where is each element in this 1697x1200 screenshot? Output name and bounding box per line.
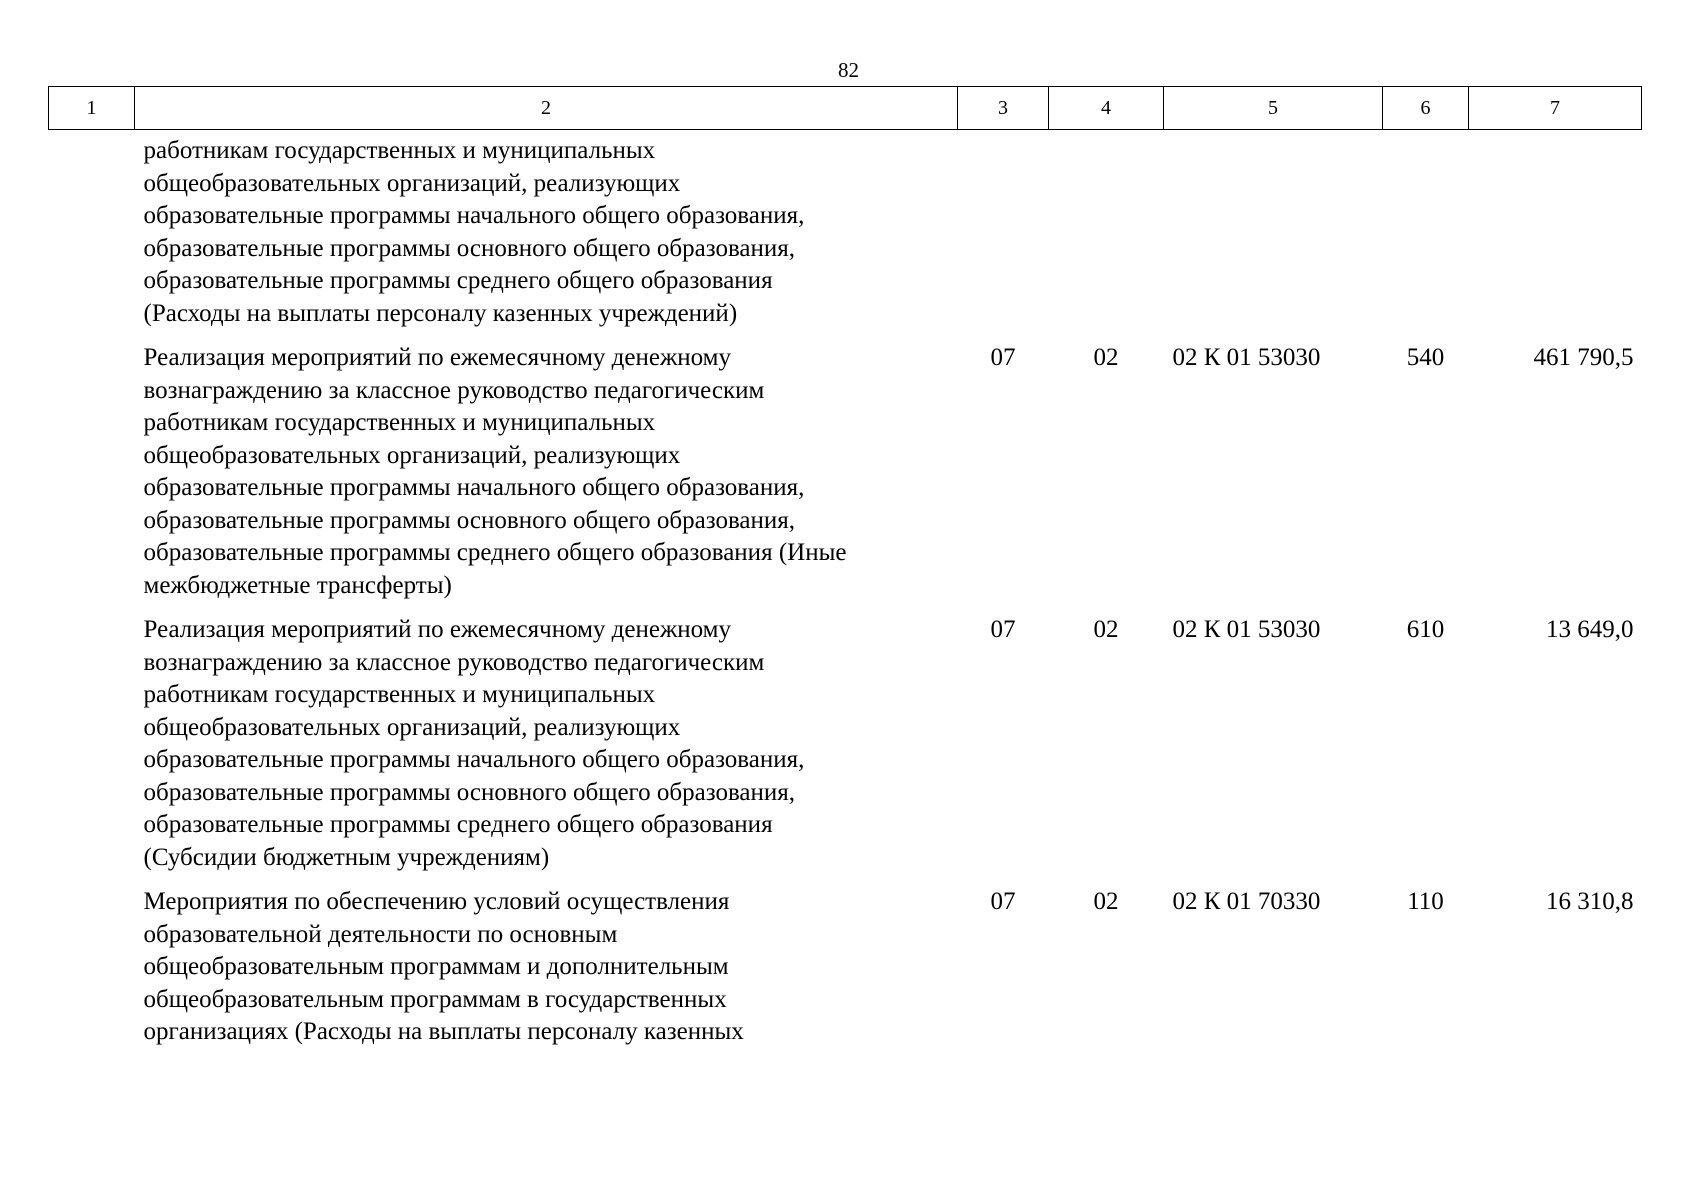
cell-amount: 16 310,8 xyxy=(1546,888,1634,915)
description-line: общеобразовательных организаций, реализующих xyxy=(143,441,681,469)
table-row xyxy=(49,602,1642,874)
header-row xyxy=(49,87,1642,130)
cell-subsection xyxy=(1049,130,1164,331)
cell-col-1 xyxy=(49,330,135,602)
description-line: образовательные программы основного общего образования, xyxy=(143,778,796,806)
header-col-5: 5 xyxy=(1164,87,1383,130)
cell-description xyxy=(135,602,958,874)
description-line: Реализация мероприятий по ежемесячному денежному xyxy=(143,616,731,643)
description-line: работникам государственных и муниципальных xyxy=(143,409,656,436)
cell-expense-type xyxy=(1383,130,1469,331)
cell-section: 07 xyxy=(990,344,1016,371)
cell-section xyxy=(958,130,1049,331)
cell-description xyxy=(135,130,958,331)
description-line: общеобразовательных организаций, реализующих xyxy=(143,713,681,741)
header-col-1: 1 xyxy=(49,87,135,130)
cell-target-article: 02 К 01 53030 xyxy=(1172,344,1321,371)
cell-subsection: 02 xyxy=(1093,616,1119,643)
header-col-7: 7 xyxy=(1469,87,1642,130)
description-line: организациях (Расходы на выплаты персоналу казенных xyxy=(143,1018,744,1045)
cell-target-article xyxy=(1164,130,1383,331)
header-col-4: 4 xyxy=(1049,87,1164,130)
cell-expense-type: 110 xyxy=(1407,888,1444,915)
cell-description xyxy=(135,874,958,1049)
description-line: (Субсидии бюджетным учреждениям) xyxy=(143,843,550,871)
cell-target-article: 02 К 01 53030 xyxy=(1172,616,1321,643)
description-line: межбюджетные трансферты) xyxy=(143,571,452,599)
cell-expense-type: 610 xyxy=(1406,616,1445,643)
description-line: работникам государственных и муниципальных xyxy=(143,137,656,164)
description-line: (Расходы на выплаты персоналу казенных учреждений) xyxy=(143,299,738,327)
description-line: образовательные программы основного общего образования, xyxy=(143,234,796,262)
header-col-2: 2 xyxy=(135,87,958,130)
cell-description xyxy=(135,330,958,602)
cell-col-1 xyxy=(49,602,135,874)
description-line: образовательные программы среднего общего образования xyxy=(143,811,773,838)
description-line: Реализация мероприятий по ежемесячному денежному xyxy=(143,344,731,371)
description-line: работникам государственных и муниципальных xyxy=(143,681,656,708)
page-number: 82 xyxy=(838,58,859,82)
table-row xyxy=(49,130,1642,331)
table-row xyxy=(49,330,1642,602)
header-col-6: 6 xyxy=(1383,87,1469,130)
cell-amount: 461 790,5 xyxy=(1533,344,1634,371)
cell-subsection: 02 xyxy=(1093,344,1119,371)
table-row xyxy=(49,874,1642,1049)
description-line: общеобразовательным программам и дополнительным xyxy=(143,953,729,980)
cell-target-article: 02 К 01 70330 xyxy=(1172,888,1321,915)
cell-col-1 xyxy=(49,130,135,331)
description-line: образовательные программы начального общего образования, xyxy=(143,746,805,773)
cell-expense-type: 540 xyxy=(1406,344,1445,371)
description-line: Мероприятия по обеспечению условий осуществления xyxy=(143,888,730,915)
description-line: общеобразовательных организаций, реализующих xyxy=(143,169,681,197)
description-line: образовательные программы начального общего образования, xyxy=(143,202,805,229)
cell-amount xyxy=(1469,130,1642,331)
description-line: образовательные программы среднего общего образования (Иные xyxy=(143,539,847,566)
table-body xyxy=(49,130,1642,1049)
description-line: образовательные программы начального общего образования, xyxy=(143,474,805,501)
description-line: общеобразовательным программам в государственных xyxy=(143,985,727,1013)
budget-table xyxy=(48,86,1642,1049)
cell-col-1 xyxy=(49,874,135,1049)
description-line: образовательные программы основного общего образования, xyxy=(143,506,796,534)
header-col-3: 3 xyxy=(958,87,1049,130)
cell-subsection: 02 xyxy=(1093,888,1119,915)
table-header xyxy=(49,87,1642,130)
cell-amount: 13 649,0 xyxy=(1546,616,1634,643)
description-line: вознаграждению за классное руководство педагогическим xyxy=(143,648,765,676)
description-line: образовательные программы среднего общего образования xyxy=(143,267,773,294)
description-line: образовательной деятельности по основным xyxy=(143,920,618,948)
cell-section: 07 xyxy=(990,616,1016,643)
cell-section: 07 xyxy=(990,888,1016,915)
description-line: вознаграждению за классное руководство педагогическим xyxy=(143,376,765,404)
